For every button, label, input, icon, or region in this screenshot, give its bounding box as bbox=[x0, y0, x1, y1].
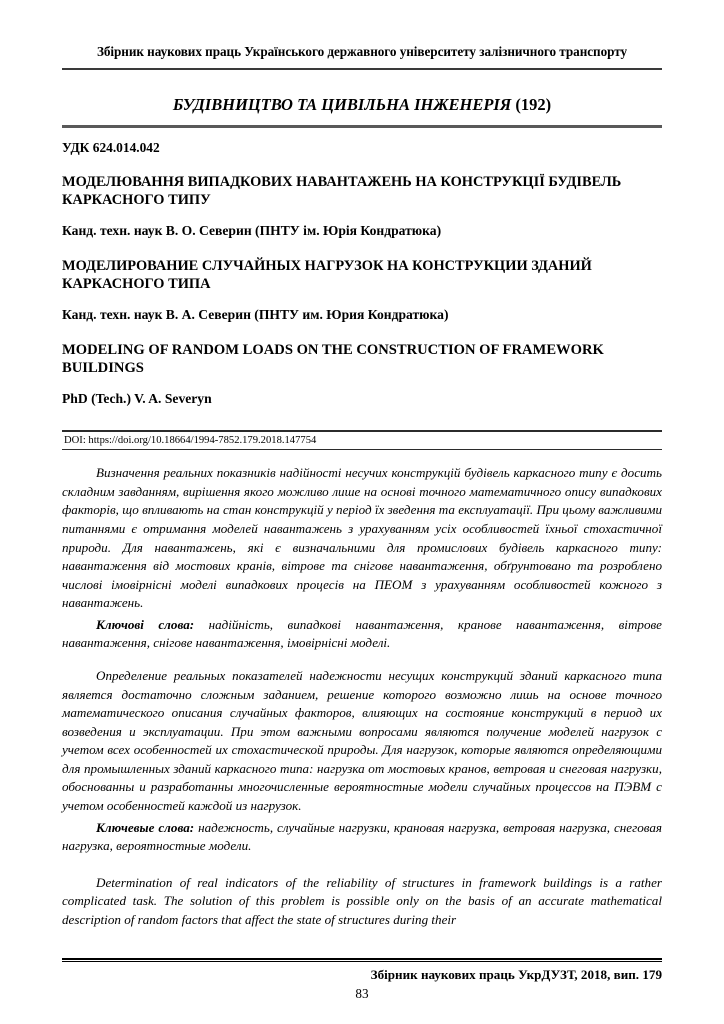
section-issue-number: (192) bbox=[515, 95, 552, 114]
footer-rule bbox=[62, 958, 662, 962]
keywords-uk-label: Ключові слова: bbox=[96, 616, 195, 632]
doi-rule-bottom bbox=[62, 449, 662, 450]
keywords-uk-text: надійність, випадкові навантаження, кранове навантаження, вітрове навантаження, снігове навантаження, імовірнісні моделі. bbox=[62, 616, 662, 651]
keywords-ru-label: Ключевые слова: bbox=[96, 819, 195, 835]
page-footer bbox=[62, 958, 662, 1002]
article-title-en: MODELING OF RANDOM LOADS ON THE CONSTRUCTION OF FRAMEWORK BUILDINGS bbox=[62, 341, 604, 377]
article-author-ru: Канд. техн. наук В. А. Северин (ПНТУ им. Юрия Кондратюка) bbox=[62, 306, 449, 322]
page-number: 83 bbox=[355, 986, 369, 1001]
footer-source-line: Збірник наукових праць УкрДУЗТ, 2018, вип. 179 bbox=[370, 967, 662, 982]
abstract-ru: Определение реальных показателей надежности несущих конструкций зданий каркасного типа является достаточно сложным заданием, решение которого возможно лишь на основе точного математического описания случайных факторов, влияющих на состояние конструкций в период их возведения и эксплуатации. При этом важными вопросами являются получение моделей нагрузок с учетом всех особенностей их стохастической природы. Для нагрузок, которые являются определяющими для промышленных зданий каркасного типа: нагрузка от мостовых кранов, ветровая и снеговая нагрузки, обоснованны и разработанны многочисленные вероятностные модели случайных процессов на ПЭВМ с учетом особенностей каждой из нагрузок. bbox=[62, 668, 662, 814]
doi-link[interactable]: DOI: https://doi.org/10.18664/1994-7852.179.2018.147754 bbox=[64, 435, 317, 447]
doi-block bbox=[62, 430, 662, 450]
section-heading bbox=[62, 95, 662, 115]
keywords-uk bbox=[62, 616, 662, 653]
udc-code: УДК 624.014.042 bbox=[62, 140, 160, 155]
section-heading-title: БУДІВНИЦТВО ТА ЦИВІЛЬНА ІНЖЕНЕРІЯ bbox=[172, 95, 512, 114]
keywords-ru bbox=[62, 819, 662, 856]
abstract-uk: Визначення реальних показників надійності несучих конструкцій будівель каркасного типу є досить складним завданням, вирішення якого можливо лише на основі точного математичного опису випадкових факторів, що впливають на стан конструкцій у період їх зведення та експлуатації. При цьому важливими питаннями є отримання моделей навантажень з урахуванням усіх особливостей їхньої стохастичної природи. Для навантажень, які є визначальними для промислових будівель каркасного типу: навантаження від мостових кранів, вітрове та снігове навантаження, обґрунтовано та розроблено числові імовірнісні моделі випадкових процесів на ПЕОМ з урахуванням особливостей кожного з навантажень. bbox=[62, 465, 662, 611]
keywords-ru-text: надежность, случайные нагрузки, крановая нагрузка, ветровая нагрузка, снеговая нагрузка, вероятностные модели. bbox=[62, 819, 663, 854]
header-rule bbox=[62, 68, 662, 70]
article-title-uk: МОДЕЛЮВАННЯ ВИПАДКОВИХ НАВАНТАЖЕНЬ НА КОНСТРУКЦІЇ БУДІВЕЛЬ КАРКАСНОГО ТИПУ bbox=[62, 174, 622, 209]
abstract-en: Determination of real indicators of the reliability of structures in framework buildings is a rather complicated task. The solution of this problem is possible only on the basis of an accurate mathematical description of random factors that affect the state of structures during their bbox=[62, 874, 662, 927]
running-header: Збірник наукових праць Українського державного університету залізничного транспорту bbox=[96, 44, 628, 59]
article-title-ru: МОДЕЛИРОВАНИЕ СЛУЧАЙНЫХ НАГРУЗОК НА КОНСТРУКЦИИ ЗДАНИЙ КАРКАСНОГО ТИПА bbox=[62, 257, 592, 293]
section-rule bbox=[62, 125, 662, 128]
article-author-en: PhD (Tech.) V. A. Severyn bbox=[62, 391, 212, 407]
article-author-uk: Канд. техн. наук В. О. Северин (ПНТУ ім. Юрія Кондратюка) bbox=[62, 222, 442, 238]
